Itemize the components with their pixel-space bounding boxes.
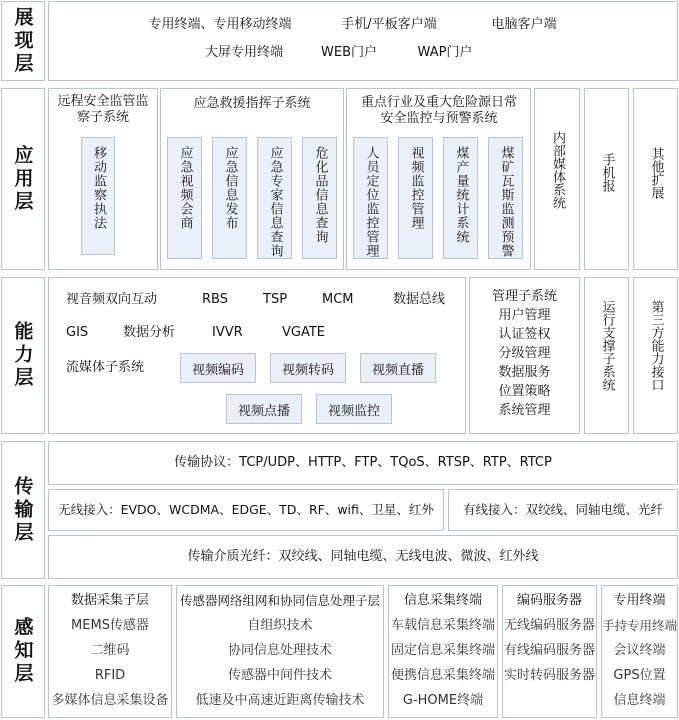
layer-presentation: 展现层: [1, 1, 45, 81]
perc-dedicated-item: 信息终端: [613, 693, 666, 708]
perc-dedicated-item: GPS位置: [613, 668, 666, 683]
app-emergency-item: 危化品信息查询: [302, 137, 337, 259]
cap-item: MCM: [322, 292, 354, 307]
pres-pc-client: 电脑客户端: [491, 17, 557, 32]
app-industry-panel: [346, 88, 531, 270]
layer-transport: 传输层: [1, 441, 45, 579]
layer-application: 应用层: [1, 88, 45, 270]
pres-bigscreen: 大屏专用终端: [204, 45, 283, 60]
cap-item: 数据分析: [123, 325, 176, 340]
perc-terminal-item: 固定信息采集终端: [390, 643, 495, 658]
app-industry-item: 煤矿瓦斯监测预警: [488, 137, 523, 259]
mgmt-item: 认证签权: [498, 327, 551, 342]
app-emergency-title: 应急救援指挥子系统: [193, 96, 311, 111]
perc-encoder-item: 无线编码服务器: [503, 618, 595, 633]
perc-collect-item: 二维码: [90, 643, 130, 658]
layer-capability: 能力层: [1, 277, 45, 434]
layer-perception: 感知层: [1, 585, 45, 718]
perc-collect-item: 多媒体信息采集设备: [51, 693, 169, 708]
app-emergency-panel: [160, 88, 344, 270]
perc-collect-panel: [48, 585, 172, 718]
perc-terminal-panel: [388, 585, 498, 718]
perc-encoder-item: 有线编码服务器: [503, 643, 595, 658]
pres-wap: WAP门户: [417, 45, 473, 60]
cap-item: RBS: [202, 292, 228, 307]
cap-item: IVVR: [212, 325, 243, 340]
app-internal-media: 内部媒体系统: [534, 88, 580, 270]
transport-medium-text: 传输介质光纤：双绞线、同轴电缆、无线电波、微波、红外线: [187, 549, 539, 564]
cap-item: GIS: [66, 325, 89, 340]
cap-item: 数据总线: [393, 292, 446, 307]
perc-dedicated-item: 手持专用终端: [602, 618, 677, 633]
cap-item: TSP: [263, 292, 288, 307]
perc-terminal-item: 便携信息采集终端: [390, 668, 495, 683]
app-remote-title: 远程安全监管监察子系统: [57, 94, 149, 125]
ops-support: 运行支撑子系统: [584, 277, 629, 434]
mgmt-item: 数据服务: [498, 365, 551, 380]
perc-collect-item: MEMS传感器: [71, 618, 149, 633]
app-mobile-news: 手机报: [584, 88, 629, 270]
perc-sensor-item: 传感器中间件技术: [227, 668, 332, 683]
perc-encoder-title: 编码服务器: [516, 593, 582, 608]
transport-protocol: [48, 441, 678, 485]
cap-item: VGATE: [282, 325, 326, 340]
mgmt-item: 用户管理: [498, 308, 551, 323]
app-industry-item: 视频监控管理: [398, 137, 433, 259]
mgmt-item: 分级管理: [498, 346, 551, 361]
perc-sensor-title: 传感器网络组网和协同信息处理子层: [179, 593, 380, 608]
app-industry-title: 重点行业及重大危险源日常安全监控与预警系统: [360, 95, 517, 126]
mgmt-item: 位置策略: [498, 384, 551, 399]
third-party-interface: 第三方能力接口: [633, 277, 678, 434]
stream-item: 视频直播: [360, 353, 436, 383]
perc-encoder-item: 实时转码服务器: [503, 668, 595, 683]
perc-terminal-title: 信息采集终端: [403, 593, 482, 608]
app-emergency-item: 应急信息发布: [212, 137, 247, 259]
transport-wired: [448, 489, 678, 531]
mgmt-title: 管理子系统: [491, 289, 557, 304]
pres-web: WEB门户: [321, 45, 377, 60]
perc-terminal-item: 车载信息采集终端: [390, 618, 495, 633]
app-industry-item: 煤产量统计系统: [443, 137, 478, 259]
transport-wireless-text: 无线接入：EVDO、WCDMA、EDGE、TD、RF、wifi、卫星、红外: [58, 502, 434, 517]
app-emergency-item: 应急视频会商: [167, 137, 202, 259]
app-industry-item: 人员定位监控管理: [353, 137, 388, 259]
pres-terminal: 专用终端、专用移动终端: [148, 17, 292, 32]
mgmt-item: 系统管理: [498, 403, 551, 418]
app-remote-item: 移动监察执法: [81, 137, 115, 255]
cap-item: 视音频双向互动: [66, 292, 158, 307]
stream-item: 视频编码: [180, 353, 256, 383]
perc-encoder-panel: [502, 585, 597, 718]
app-remote-panel: [48, 88, 158, 270]
transport-wireless: [48, 489, 444, 531]
transport-medium: [48, 535, 678, 579]
app-other: 其他扩展: [633, 88, 678, 270]
stream-item: 视频点播: [226, 394, 302, 424]
pres-mobile-client: 手机/平板客户端: [341, 17, 437, 32]
perc-sensor-item: 自组织技术: [247, 618, 313, 633]
stream-item: 视频转码: [270, 353, 346, 383]
perc-dedicated-item: 会议终端: [613, 643, 666, 658]
perc-dedicated-panel: [601, 585, 678, 718]
transport-wired-text: 有线接入：双绞线、同轴电缆、光纤: [462, 502, 663, 517]
presentation-panel: [48, 1, 678, 81]
stream-label: 流媒体子系统: [66, 360, 145, 375]
stream-item: 视频监控: [316, 394, 392, 424]
perc-sensor-panel: [176, 585, 384, 718]
perc-sensor-item: 协同信息处理技术: [227, 643, 332, 658]
transport-protocol-text: 传输协议：TCP/UDP、HTTP、FTP、TQoS、RTSP、RTP、RTCP: [174, 455, 552, 470]
app-emergency-item: 应急专家信息查询: [257, 137, 292, 259]
perc-collect-title: 数据采集子层: [70, 593, 149, 608]
perc-collect-item: RFID: [94, 668, 126, 683]
mgmt-panel: [469, 277, 580, 434]
capability-panel: [48, 277, 466, 434]
perc-sensor-item: 低速及中高速近距离传输技术: [195, 693, 365, 708]
perc-dedicated-title: 专用终端: [613, 593, 666, 608]
perc-terminal-item: G-HOME终端: [402, 693, 484, 708]
